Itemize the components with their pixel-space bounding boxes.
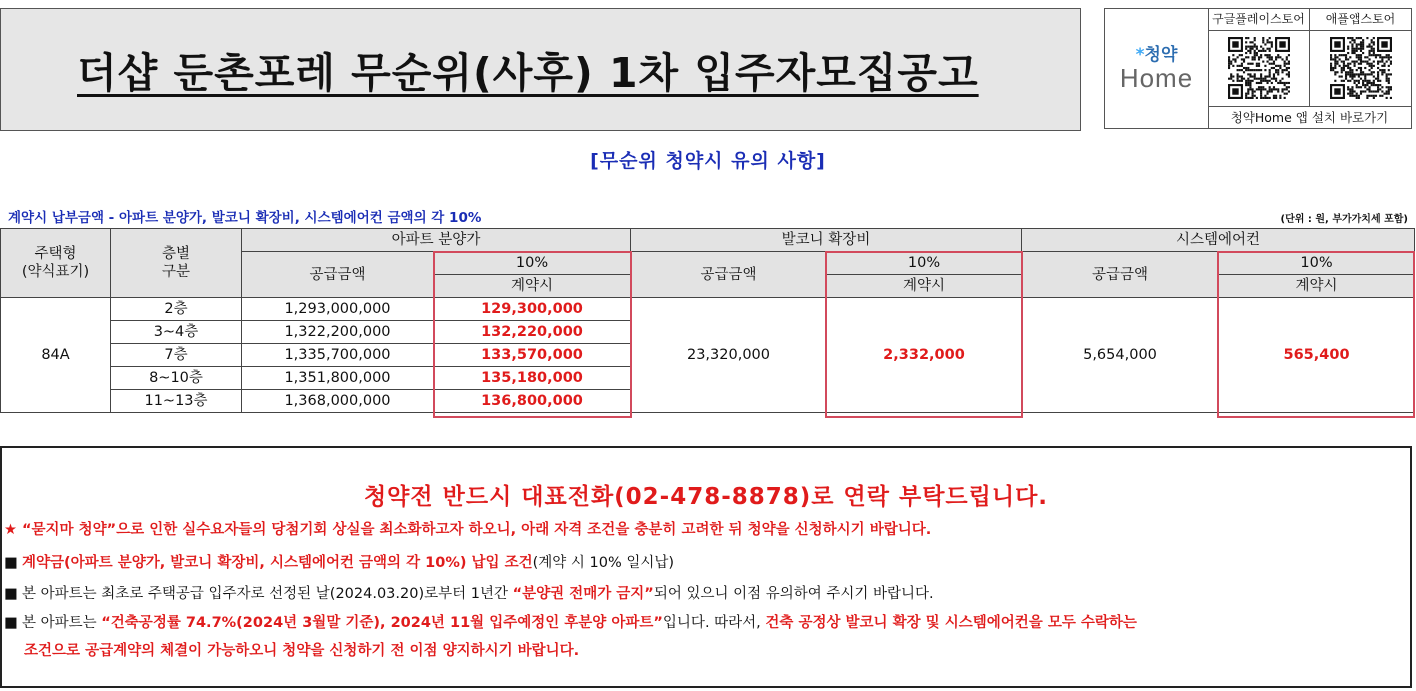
logo-top-text: 청약 — [1144, 44, 1178, 65]
house-type-cell: 84A — [1, 298, 111, 413]
notice-line: ★ “묻지마 청약”으로 인한 실수요자들의 당첨기회 상실을 최소화하고자 하오니, 아래 자격 조건을 충분히 고려한 뒤 청약을 신청하시기 바랍니다. — [4, 522, 932, 538]
aircon-supply-cell: 5,654,000 — [1022, 298, 1219, 413]
unit-note: (단위 : 원, 부가가치세 포함) — [1280, 214, 1408, 225]
header-aircon-pct: 10% — [1219, 252, 1415, 275]
header-aircon-supply: 공급금액 — [1022, 252, 1219, 298]
floor-cell: 7층 — [111, 344, 242, 367]
apple-store-label: 애플앱스토어 — [1310, 9, 1411, 31]
contract-cell: 133,570,000 — [434, 344, 631, 367]
square-bullet-icon: ■ — [4, 586, 18, 602]
app-download-box — [1104, 8, 1412, 129]
contract-cell: 136,800,000 — [434, 390, 631, 413]
floor-cell: 11~13층 — [111, 390, 242, 413]
contract-cell: 129,300,000 — [434, 298, 631, 321]
supply-cell: 1,335,700,000 — [242, 344, 434, 367]
page-title: 더샵 둔촌포레 무순위(사후) 1차 입주자모집공고 — [77, 49, 979, 97]
supply-cell: 1,322,200,000 — [242, 321, 434, 344]
cheongyak-home-logo[interactable] — [1105, 9, 1209, 128]
table-header-row — [1, 229, 1415, 252]
supply-cell: 1,351,800,000 — [242, 367, 434, 390]
section-subtitle: [무순위 청약시 유의 사항] — [590, 150, 826, 172]
title-banner — [0, 8, 1081, 131]
google-play-label: 구글플레이스토어 — [1208, 9, 1309, 31]
header-balcony-contract: 계약시 — [827, 275, 1022, 298]
table-caption: 계약시 납부금액 - 아파트 분양가, 발코니 확장비, 시스템에어컨 금액의 각 10% — [8, 210, 482, 226]
contract-cell: 135,180,000 — [434, 367, 631, 390]
notice-line: ■ 계약금(아파트 분양가, 발코니 확장비, 시스템에어컨 금액의 각 10%) 납입 조건(계약 시 10% 일시납) — [4, 555, 675, 571]
qr-code-icon[interactable] — [1330, 37, 1392, 99]
header-apt-supply: 공급금액 — [242, 252, 434, 298]
notice-box — [0, 446, 1412, 688]
install-shortcut-link[interactable]: 청약Home 앱 설치 바로가기 — [1208, 106, 1411, 129]
logo-bottom-text: Home — [1119, 62, 1194, 93]
qr-code-icon[interactable] — [1228, 37, 1290, 99]
header-aircon: 시스템에어컨 — [1022, 229, 1415, 252]
square-bullet-icon: ■ — [4, 555, 18, 571]
balcony-contract-cell: 2,332,000 — [827, 298, 1022, 413]
contract-cell: 132,220,000 — [434, 321, 631, 344]
header-apartment-price: 아파트 분양가 — [242, 229, 631, 252]
header-house-type: 주택형 (약식표기) — [1, 229, 111, 298]
balcony-supply-cell: 23,320,000 — [631, 298, 827, 413]
google-play-store[interactable] — [1208, 9, 1310, 106]
floor-cell: 3~4층 — [111, 321, 242, 344]
supply-cell: 1,368,000,000 — [242, 390, 434, 413]
apple-app-store[interactable] — [1310, 9, 1411, 106]
header-apt-contract: 계약시 — [434, 275, 631, 298]
star-icon: ★ — [4, 522, 17, 538]
aircon-contract-cell: 565,400 — [1219, 298, 1415, 413]
header-floor: 층별 구분 — [111, 229, 242, 298]
table-row — [1, 298, 1415, 321]
floor-cell: 2층 — [111, 298, 242, 321]
payment-table — [0, 228, 1415, 413]
header-balcony-pct: 10% — [827, 252, 1022, 275]
notice-line: ■ 본 아파트는 최초로 주택공급 입주자로 선정된 날(2024.03.20)로부터 1년간 “분양권 전매가 금지”되어 있으니 이점 유의하여 주시기 바랍니다. — [4, 586, 934, 602]
header-balcony-supply: 공급금액 — [631, 252, 827, 298]
star-icon: * — [1135, 44, 1145, 65]
floor-cell: 8~10층 — [111, 367, 242, 390]
header-apt-pct: 10% — [434, 252, 631, 275]
square-bullet-icon: ■ — [4, 615, 18, 631]
notice-line: 조건으로 공급계약의 체결이 가능하오니 청약을 신청하기 전 이점 양지하시기 바랍니다. — [24, 643, 580, 659]
notice-line: ■ 본 아파트는 “건축공정률 74.7%(2024년 3월말 기준), 2024년 11월 입주예정인 후분양 아파트”입니다. 따라서, 건축 공정상 발코니 확장 및 시스템에어컨을 모두 수락하는 — [4, 615, 1137, 631]
notice-title: 청약전 반드시 대표전화(02-478-8878)로 연락 부탁드립니다. — [363, 484, 1049, 510]
header-balcony: 발코니 확장비 — [631, 229, 1022, 252]
supply-cell: 1,293,000,000 — [242, 298, 434, 321]
header-aircon-contract: 계약시 — [1219, 275, 1415, 298]
